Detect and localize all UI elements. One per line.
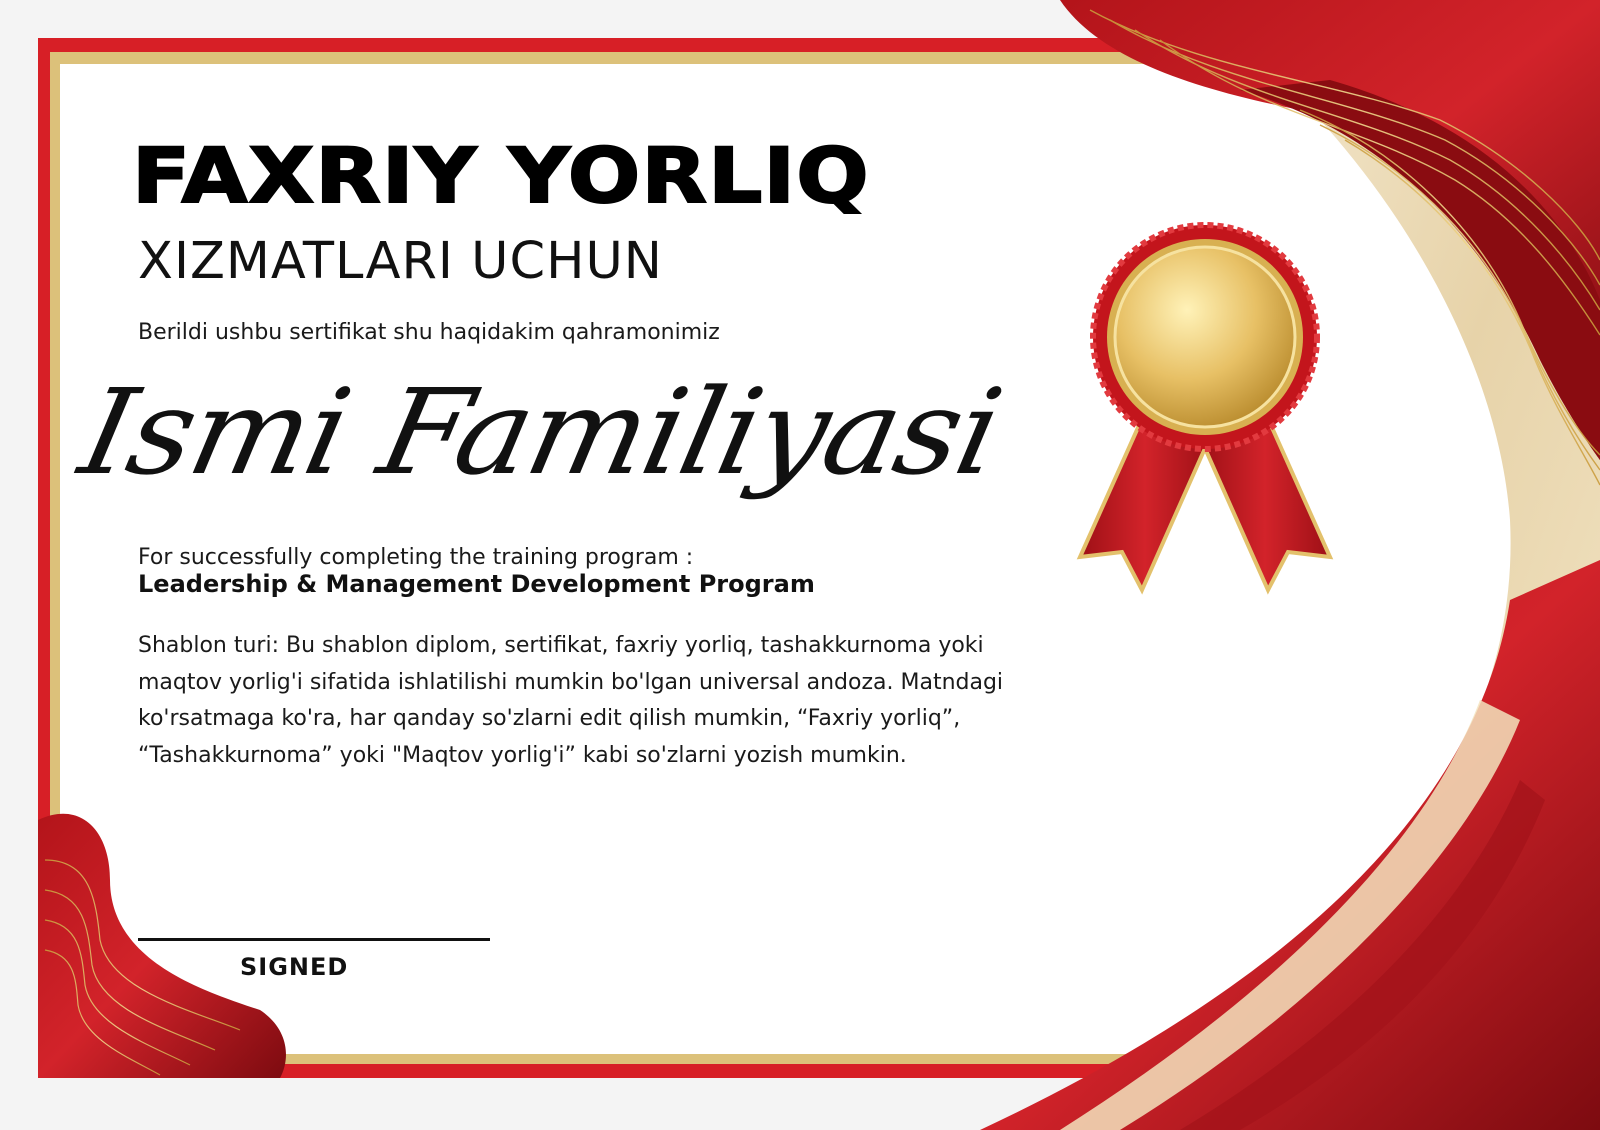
program-intro-text: For successfully completing the training program : [138, 545, 694, 570]
award-rosette-icon [1060, 222, 1350, 612]
given-text: Berildi ushbu sertifikat shu haqidakim qahramonimiz [138, 320, 720, 345]
program-name: Leadership & Management Development Program [138, 570, 815, 598]
certificate-title: FAXRIY YORLIQ [132, 131, 870, 220]
signature-line [138, 938, 490, 941]
recipient-name: Ismi Familiyasi [69, 363, 1012, 501]
signature-label: SIGNED [240, 953, 349, 981]
certificate-subtitle: XIZMATLARI UCHUN [138, 232, 663, 291]
description-text: Shablon turi: Bu shablon diplom, sertifikat, faxriy yorliq, tashakkurnoma yoki maqtov yorlig'i sifatida ishlatilishi mumkin bo'lgan universal andoza. Matndagi ko'rsatmaga ko'ra, har qanday so'zlarni edit qilish mumkin, “Faxriy yorliq”, “Tashakkurnoma” yoki "Maqtov yorlig'i” kabi so'zlarni yozish mumkin. [138, 633, 1004, 768]
